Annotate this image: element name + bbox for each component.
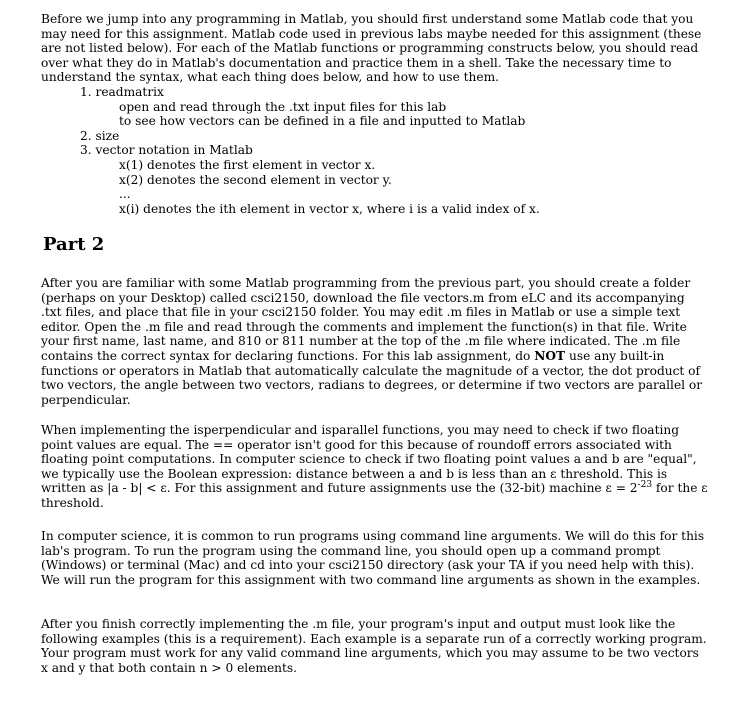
- list-subitem: x(i) denotes the ith element in vector x, where i is a valid index of x.: [119, 201, 540, 216]
- list-subitem: x(1) denotes the first element in vector x.: [119, 157, 376, 172]
- list-item-label: 3. vector notation in Matlab: [80, 143, 253, 158]
- list-subitem: x(2) denotes the second element in vector y.: [119, 172, 392, 187]
- paragraph-text: When implementing the isperpendicular and isparallel functions, you may need to check if two floating point values are equal. The == operator isn't good for this because of roundoff errors associated with floating point computations. In computer science to check if two floating point values a and b are "equal", we typically use the Boolean expression: distance between a and b is less than an ε threshold. This is written as |a - b| < ε. For this assignment and future assignments use the (32-bit) machine ε = 2: [41, 423, 697, 496]
- list-item: [80, 129, 720, 144]
- list-subitem: open and read through the .txt input files for this lab: [119, 99, 447, 114]
- part2-paragraph-2: [41, 423, 709, 511]
- epsilon-exponent: -23: [637, 480, 653, 491]
- intro-paragraph: Before we jump into any programming in Matlab, you should first understand some Matlab code that you may need for this assignment. Matlab code used in previous labs maybe needed for this assignment (these are not listed below). For each of the Matlab functions or programming constructs below, you should read over what they do in Matlab's documentation and practice them in a shell. Take the necessary time to understand the syntax, what each thing does below, and how to use them.: [41, 12, 702, 85]
- list-subitem: to see how vectors can be defined in a file and inputted to Matlab: [119, 114, 526, 129]
- emphasis-not: NOT: [534, 348, 566, 363]
- list-item: [80, 85, 720, 129]
- list-item-label: 1. readmatrix: [80, 85, 164, 99]
- list-item-label: 2. size: [80, 128, 120, 143]
- paragraph-text: for the ε threshold.: [41, 481, 708, 510]
- paragraph-text: After you are familiar with some Matlab programming from the previous part, you should create a folder (perhaps on your Desktop) called csci2150, download the file vectors.m from eLC and its accompanying .txt files, and place that file in your csci2150 folder. You may edit .m files in Matlab or use a simple text editor. Open the .m file and read through the comments and implement the function(s) in that file. Write your first name, last name, and 810 or 811 number at the top of the .m file where indicated. The .m file contains the correct syntax for declaring functions. For this lab assignment, do: [41, 276, 691, 363]
- matlab-topic-list: [80, 85, 720, 216]
- list-item: [80, 143, 720, 216]
- list-subitem: ...: [119, 187, 131, 202]
- part2-paragraph-1: [41, 276, 709, 407]
- part2-paragraph-3: In computer science, it is common to run programs using command line arguments. We will do this for this lab's program. To run the program using the command line, you should open up a command prompt (Windows) or terminal (Mac) and cd into your csci2150 directory (ask your TA if you need help with this). We will run the program for this assignment with two command line arguments as shown in the examples.: [41, 529, 705, 587]
- part2-paragraph-4: After you finish correctly implementing the .m file, your program's input and output must look like the following examples (this is a requirement). Each example is a separate run of a correctly working program. Your program must work for any valid command line arguments, which you may assume to be two vectors x and y that both contain n > 0 elements.: [41, 617, 707, 675]
- paragraph-text: use any built-in functions or operators in Matlab that automatically calculate the magnitude of a vector, the dot product of two vectors, the angle between two vectors, radians to degrees, or determine if two vectors are parallel or perpendicular.: [41, 348, 703, 407]
- section-heading: Part 2: [43, 234, 105, 255]
